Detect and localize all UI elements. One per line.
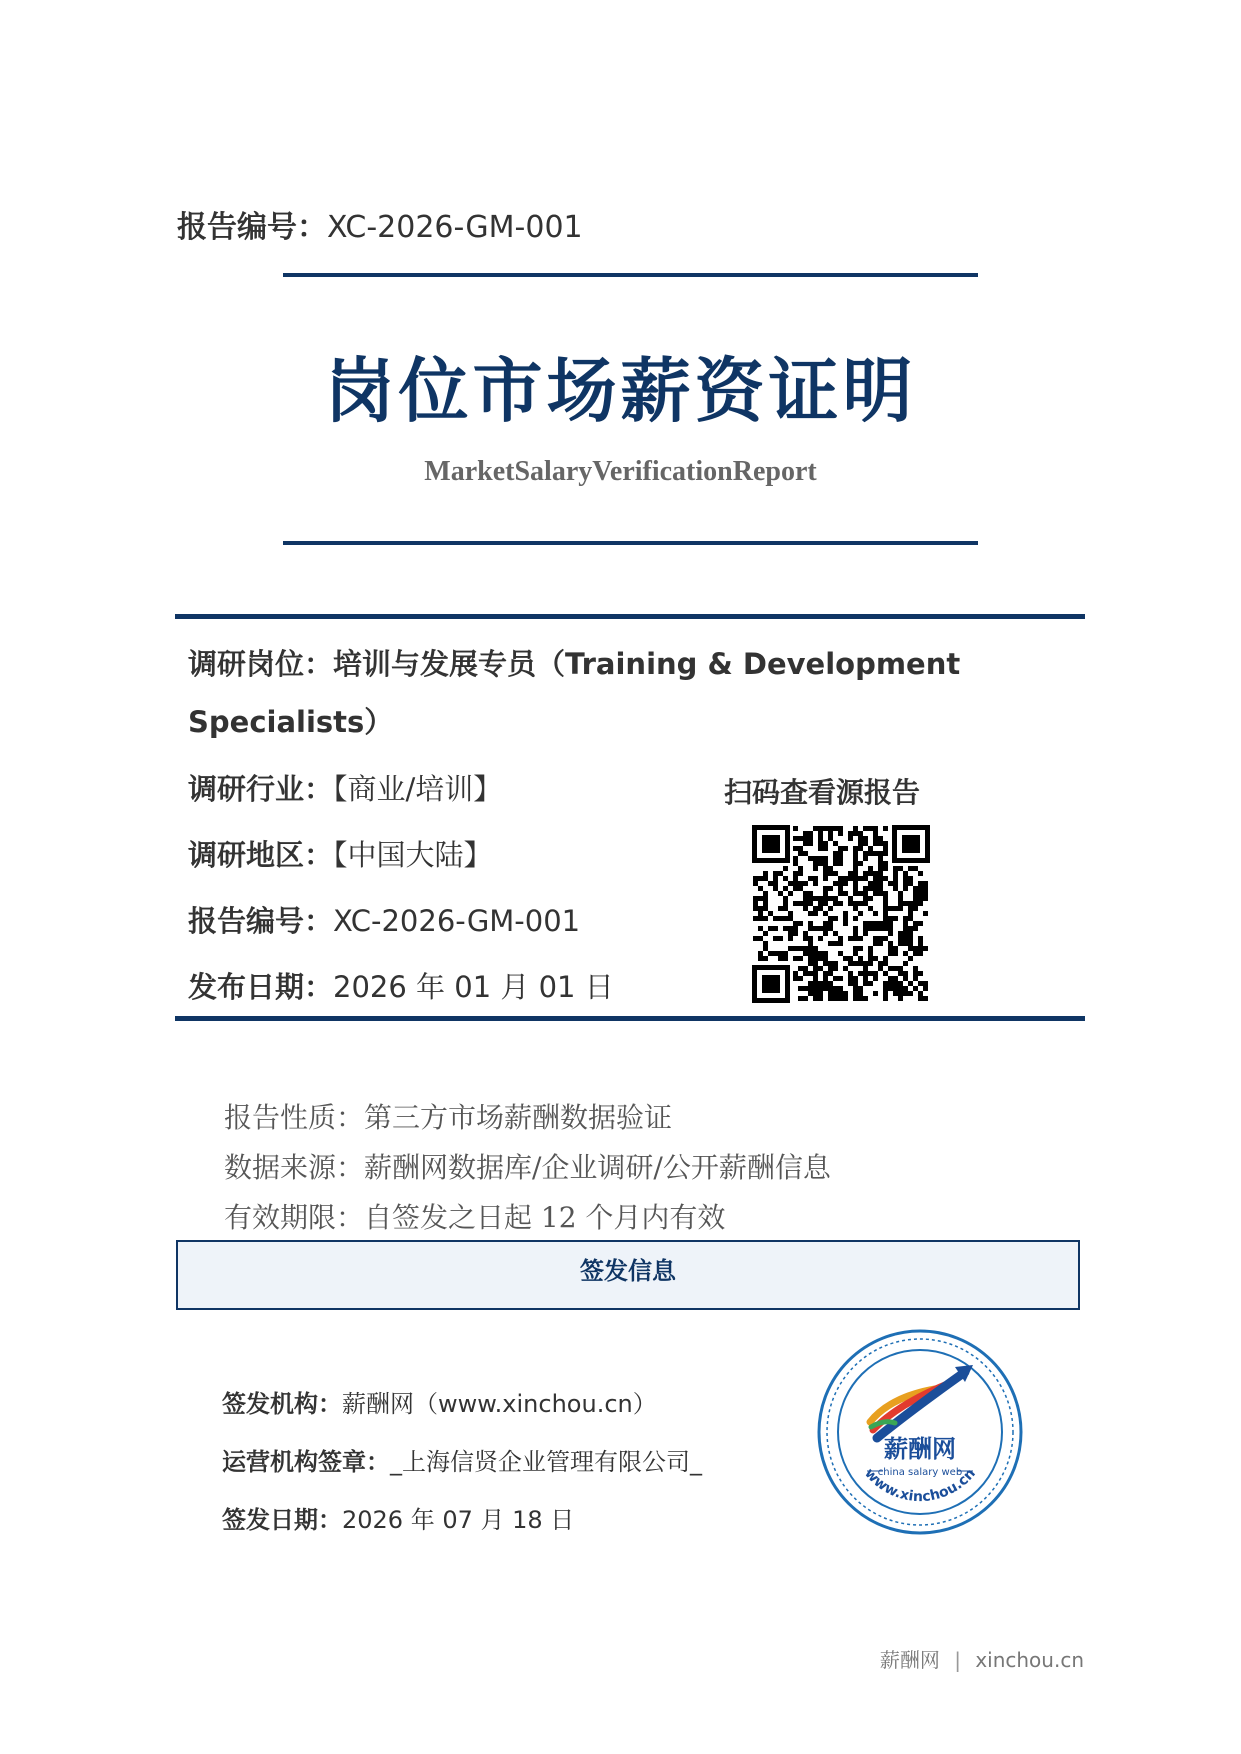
seal-url: www.xinchou.cn <box>861 1465 979 1506</box>
issue-seal-label: 运营机构签章： <box>222 1448 390 1476</box>
company-seal-stamp <box>815 1327 1025 1537</box>
info-report-number-value: XC-2026-GM-001 <box>333 904 581 938</box>
issue-org-label: 签发机构： <box>222 1390 342 1418</box>
info-date <box>188 969 614 1005</box>
title-top-rule <box>283 273 978 277</box>
header-report-number-value: XC-2026-GM-001 <box>327 210 583 245</box>
detail-validity: 有效期限：自签发之日起 12 个月内有效 <box>224 1201 726 1234</box>
info-position-value: 培训与发展专员（Training & Development <box>333 647 961 681</box>
info-industry-label: 调研行业： <box>188 772 334 806</box>
page-footer <box>880 1644 1084 1673</box>
info-date-label: 发布日期： <box>188 970 334 1004</box>
info-date-value: 2026 年 01 月 01 日 <box>333 970 614 1004</box>
header-report-number-label: 报告编号： <box>177 210 327 245</box>
title-bottom-rule <box>283 541 978 545</box>
issue-seal-value: _上海信贤企业管理有限公司_ <box>390 1448 702 1476</box>
seal-tagline: china salary web <box>877 1467 963 1478</box>
info-region-value: 【中国大陆】 <box>333 838 493 872</box>
issue-date-value: 2026 年 07 月 18 日 <box>342 1506 575 1534</box>
page-subtitle: MarketSalaryVerificationReport <box>424 456 817 487</box>
issue-seal <box>222 1442 702 1477</box>
issue-org-value: 薪酬网（www.xinchou.cn） <box>342 1390 657 1418</box>
info-position-label: 调研岗位： <box>188 647 334 681</box>
info-region <box>188 837 493 873</box>
info-position-cont <box>188 704 393 740</box>
footer-domain[interactable]: xinchou.cn <box>975 1648 1084 1672</box>
detail-source: 数据来源：薪酬网数据库/企业调研/公开薪酬信息 <box>224 1151 831 1184</box>
page-title: 岗位市场薪资证明 <box>324 349 917 432</box>
info-report-number-label: 报告编号： <box>188 904 334 938</box>
seal-brand: 薪酬网 <box>884 1435 956 1463</box>
header-report-number <box>177 202 583 246</box>
issue-date-label: 签发日期： <box>222 1506 342 1534</box>
info-report-number <box>188 903 580 939</box>
issue-date <box>222 1500 574 1535</box>
info-bottom-rule <box>175 1016 1085 1021</box>
qr-code[interactable] <box>752 825 930 1003</box>
info-position <box>188 646 960 682</box>
info-position-value-cont: Specialists） <box>188 705 394 739</box>
info-region-label: 调研地区： <box>188 838 334 872</box>
detail-nature: 报告性质：第三方市场薪酬数据验证 <box>224 1101 673 1134</box>
info-top-rule <box>175 614 1085 619</box>
issue-info-box <box>176 1240 1080 1310</box>
info-industry-value: 【商业/培训】 <box>333 772 503 806</box>
footer-brand: 薪酬网 <box>879 1648 940 1672</box>
issue-org <box>222 1384 657 1419</box>
info-industry <box>188 771 502 807</box>
qr-caption: 扫码查看源报告 <box>724 776 921 809</box>
issue-info-title: 签发信息 <box>580 1257 676 1285</box>
footer-separator: | <box>954 1648 961 1672</box>
